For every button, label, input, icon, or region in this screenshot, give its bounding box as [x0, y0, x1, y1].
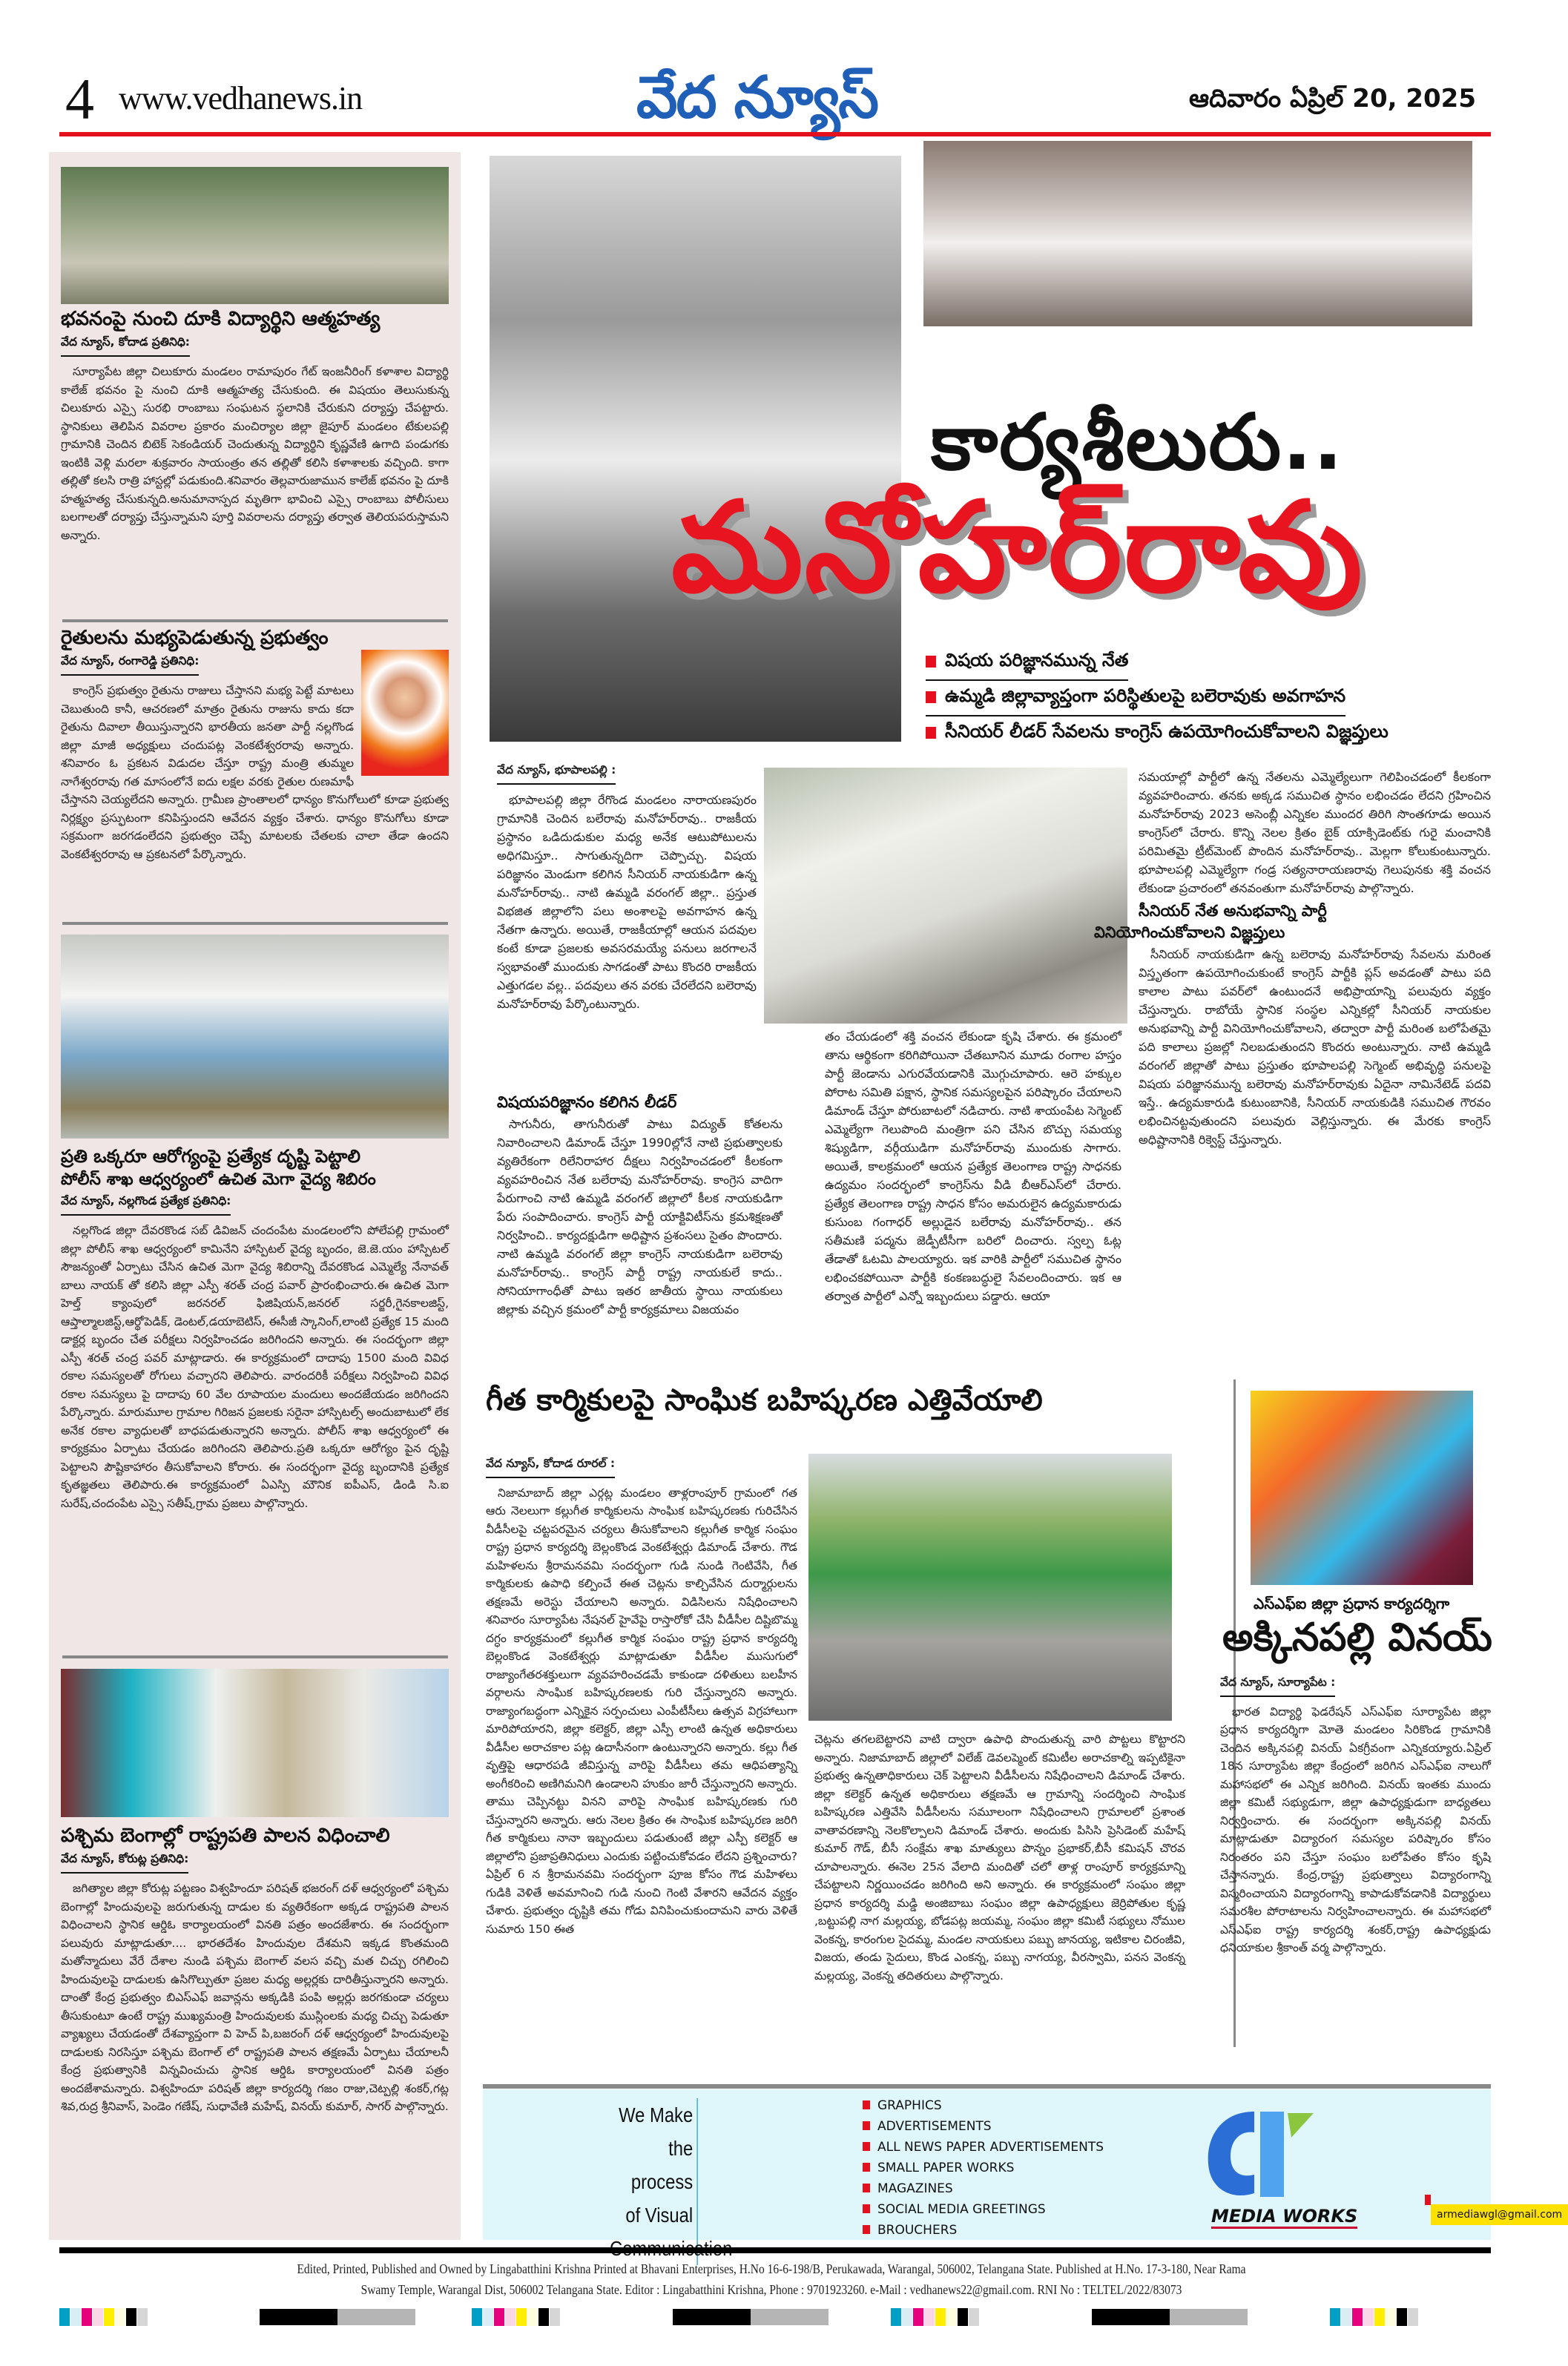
highlight-item: విషయ పరిజ్ఞానమున్న నేత — [926, 647, 1128, 681]
toddy-column-1 — [486, 1450, 797, 1938]
highlight-item: ఉమ్మడి జిల్లావ్యాప్తంగా పరిస్థితులపై బలెరావుకు అవగాహన — [926, 682, 1345, 716]
ad-rule — [483, 2084, 1491, 2089]
left-column — [49, 152, 461, 2240]
color-swatch — [104, 2308, 114, 2326]
density-patch — [1092, 2309, 1170, 2325]
ad-service: ADVERTISEMENTS — [861, 2116, 1104, 2137]
ad-service: SOCIAL MEDIA GREETINGS — [861, 2199, 1104, 2220]
registration-block — [260, 2309, 415, 2325]
story-separator — [62, 922, 448, 925]
story-photo-vhp-memorandum — [61, 1669, 449, 1817]
story-headline: రైతులను మభ్యపెడుతున్న ప్రభుత్వం — [61, 627, 329, 649]
color-swatch — [1386, 2308, 1396, 2326]
color-swatch — [137, 2308, 148, 2326]
toddy-column-2 — [814, 1730, 1185, 1985]
highlight-item: సీనియర్ లీడర్ సేవలను కాంగ్రెస్ ఉపయోగించుకోవాలని విజ్ఞప్తులు — [926, 718, 1389, 751]
density-patch — [1170, 2309, 1248, 2325]
color-swatch — [1397, 2308, 1407, 2326]
lead-body: సాగునీరు, తాగునీరుతో పాటు విద్యుత్ కోతలను నివారించాలని డిమాండ్ చేస్తూ 1990ల్లోనే నాటి ప్రభుత్వాలకు వ్యతిరేకంగా రిలేనిరాహార దీక్షలు నిర్వహించడంలో కీలకంగా వ్యవహరించిన నేత బలేరావు మనోహర్‌రావు. కాంగ్రెస వాదిగా పేరుగాంచి నాటి ఉమ్మడి వరంగల్ జిల్లాలో కీలక నాయకుడిగా పేరు సంపాదించారు. కాంగ్రెస్ పార్టీ యాక్టివిటీస్‌ను క్రమశిక్షణతో నిర్వహించి.. కార్యదక్షుడిగా అధిష్టాన ప్రశంసలు సైతం పొందారు. నాటి ఉమ్మడి వరంగల్ జిల్లా కాంగ్రెస్ నాయకుడిగా బలెరావు మనోహర్‌రావు.. కాంగ్రెస్ పార్టీ రాష్ట్ర నాయకులే కాదు.. సోనియాగాంధీతో పాటు ఇతర జాతీయ స్థాయి నాయకులు జిల్లాకు వచ్చిన క్రమంలో పార్టీ కార్యక్రమాలు విజయవం — [497, 1117, 783, 1317]
story-dateline: వేద న్యూస్, కోదాడ ప్రతినిధి: — [61, 335, 190, 357]
ad-tagline-line: of Visual — [625, 2204, 694, 2227]
color-swatch — [1330, 2308, 1340, 2326]
story-headline: పశ్చిమ బెంగాల్లో రాష్ట్రపతి పాలన విధించాలి — [61, 1825, 390, 1847]
story-separator — [62, 619, 448, 622]
color-swatch — [902, 2308, 912, 2326]
issue-date: ఆదివారం ఏప్రిల్ 20, 2025 — [1189, 84, 1476, 113]
registration-colorbar — [1330, 2308, 1419, 2326]
story-dateline: వేద న్యూస్, నల్లగొండ ప్రత్యేక ప్రతినిధి: — [61, 1194, 231, 1216]
ad-service: GRAPHICS — [861, 2095, 1104, 2116]
color-swatch — [1363, 2308, 1374, 2326]
imprint-line: Swamy Temple, Warangal Dist, 506002 Telangana State. Editor : Lingabatthini Krishna, Phone : 9701923260. e-Mail : vedhanews22@gmail.com. RNI No : TELTEL/2022/83073 — [360, 2282, 1182, 2297]
website-link[interactable]: www.vedhanews.in — [119, 80, 363, 116]
lead-body: తం చేయడంలో శక్తి వంచన లేకుండా కృషి చేశారు. ఈ క్రమంలో తాను ఆర్థికంగా కరిగిపోయినా చేతబూనిన మూడు రంగాల హస్తం పార్టీ జెండాను ఎగురవేయడానికి మొగ్గుచూపారు. ఆరె హక్కుల పోరాట సమితి పక్షాన, స్థానిక సమస్యలపైన పరిష్కారం చేయాలని డిమాండ్ చేస్తూ పోరుబాటలో నడిచారు. నాటి శాయంపేట సెగ్మెంట్ ఎమ్మెల్యేగా గెలుపొంది మంత్రిగా పని చేసిన బొచ్చు సమయ్య శిష్యుడిగా, వర్గీయుడిగా మనోహర్‌రావు ముందుకు సాగారు. అయితే, కాలక్రమంలో ఆయన ప్రత్యేక తెలంగాణ రాష్ట్ర సాధనకు ఉద్యమం సందర్భంలో కాంగ్రెస్‌ను వీడి బీఆర్ఎస్‌లో చేరారు. ప్రత్యేక తెలంగాణ రాష్ట్ర సాధన కోసం అమరులైన ఉద్యమకారుడు కుసుంబ గంగాధర్ అల్లుడైన బలేరావు మనోహర్‌రావు.. తన సతీమణి పద్మను జెడ్పీటీసీగా బరిలో దించారు. స్వల్ప ఓట్ల తేడాతో ఓటమి పాలయ్యారు. ఇక వారికి పార్టీలో సముచిత స్థానం లభించకపోయినా పార్టీకి కంకణబద్ధులై సేవలందించారు. ఇక ఆ తర్వాత పార్టీలో ఎన్నో ఇబ్బందులు పడ్డారు. ఆయా — [825, 1029, 1121, 1303]
ad-brand-name: MEDIA WORKS — [1211, 2206, 1357, 2229]
story-dateline: వేద న్యూస్, రంగారెడ్డి ప్రతినిధి: — [61, 654, 199, 676]
lead-subhead: విషయపరిజ్ఞానం కలిగిన లీడర్ — [497, 1093, 677, 1111]
newspaper-logo: వేద న్యూస్ — [636, 65, 878, 131]
toddy-body: నిజామాబాద్ జిల్లా ఎర్గట్ల మండలం తాళ్లరాంపూర్ గ్రామంలో గత ఆరు నెలలుగా కల్లుగీత కార్మికులను సాంఘిక బహిష్కరణకు గురిచేసిన వీడీసీలపై చట్టపరమైన చర్యలు తీసుకోవాలని కల్లుగీత కార్మిక సంఘం రాష్ట్ర ప్రధాన కార్యదర్శి బెల్లంకొండ వెంకటేశ్వర్లు డిమాండ్ చేశారు. గౌడ మహిళలను శ్రీరామనవమి సందర్భంగా గుడి నుండి గెంటివేసి, గీత కార్మికులకు ఉపాధి కల్పించే ఈత చెట్లను కాల్చివేసిన దుర్మార్గులను తక్షణమే అరెస్టు చేయాలని అన్నారు. విడిసిలను నిషేధించాలని శనివారం సూర్యాపేట నేషనల్ హైవేపై రాస్తారోకో చేసి వీడీసీల దిష్టిబొమ్మ దగ్ధం కార్యక్రమంలో కల్లుగీత కార్మిక సంఘం రాష్ట్ర ప్రధాన కార్యదర్శి బెల్లంకొండ వెంకటేశ్వర్లు మాట్లాడుతూ వీడీసీల ముసుగులో రాజ్యాంగేతరశక్తులుగా వ్యవహరించడమే కాకుండా దళితులు బలహీన వర్గాలను సాంఘిక బహిష్కరణలకు గురి చేస్తున్నారని అన్నారు. రాజ్యాంగబద్ధంగా ఎన్నికైన సర్పంచులు ఎంపీటీసీలు ఉత్సవ విగ్రహాలుగా మారిపోయారని, జిల్లా కలెక్టర్, జిల్లా ఎస్పీ లాంటి ఉన్నత అధికారులు వీడీసీల అరాచకాల పట్ల ఉదాసీనంగా ఉంటున్నారని అన్నారు. కల్లు గీత వృత్తిపై ఆధారపడి జీవిస్తున్న వారిపై వీడీసీలు తమ ఆధిపత్యాన్ని అంగీకరించి అణిగిమనిగి ఉండాలని హుకుం జారీ చేస్తున్నారని అన్నారు. తాము చెప్పినట్టు వినని వారిపై సాంఘిక బహిష్కరణకు గురి చేస్తున్నారని అన్నారు. ఆరు నెలల క్రితం ఈ సాంఘిక బహిష్కరణ జరిగి గీత కార్మికులు నానా ఇబ్బందులు పడుతుంటే జిల్లా ఎస్పీ కలెక్టర్ ఆ జిల్లాలోని ప్రజాప్రతినిధులు ఎందుకు పట్టించుకోవడం లేదని ప్రశ్నించారు? ఏప్రిల్ 6 న శ్రీరామనవమి సందర్భంగా పూజ కోసం గౌడ మహిళలు గుడికి వెళితే అవమానించి గుడి నుంచి గెంటి వేశారని ఆవేదన వ్యక్తం చేశారు. ప్రభుత్వం దృష్టికి తమ గోడు వినిపించుకుందామని వారు వెళితే సుమారు 150 ఈత — [486, 1486, 797, 1936]
color-swatch — [1408, 2308, 1418, 2326]
color-swatch — [935, 2308, 946, 2326]
sfi-dateline: వేద న్యూస్, సూర్యాపేట : — [1220, 1673, 1335, 1697]
toddy-dateline: వేద న్యూస్, కోదాడ రూరల్ : — [486, 1454, 615, 1478]
lead-kicker: కార్యశీలురు.. — [931, 397, 1345, 487]
lead-subhead: సీనియర్ నేత అనుభవాన్ని పార్టీ — [1139, 902, 1327, 920]
color-swatch — [924, 2308, 935, 2326]
lead-subhead: వినియోగించుకోవాలని విజ్ఞప్తులు — [1094, 923, 1285, 941]
ad-accent-mark — [1425, 2195, 1431, 2205]
story-body: సూర్యాపేట జిల్లా చిలుకూరు మండలం రామాపురం గేట్ ఇంజనీరింగ్ కళాశాల విద్యార్థి కాలేజ్ భవనం పై నుంచి దూకి ఆత్మహత్య చేసుకుంది. ఈ విషయం తెలుసుకున్న చిలుకూరు ఎస్సై సురభి రాంబాబు సంఘటన స్థలానికి చేరుకుని దర్యాప్తు చేపట్టారు. స్థానికులు తెలిపిన వివరాల ప్రకారం మంచిర్యాల జిల్లా జైపూర్ మండలం టేకులపల్లి గ్రామానికి చెందిన బిటెక్ సెకండియర్ చెందుతున్న విద్యార్థిని కృష్ణవేణి ఉగాది పండుగకు ఇంటికి వెళ్లి మరలా శుక్రవారం సాయంత్రం తన తల్లితో కలిసి కళాశాలకు వచ్చింది. కాగా తల్లితో కలసి రాత్రి హాస్టల్లో పడుకుంది.శనివారం తెల్లవారుజామున కాలేజ్ భవనం పై దూకి హత్మహత్య చేసుకున్నది.అనుమానాస్పద మృతిగా భావించి ఎస్సై రాంబాబు పోలీసులు బలగాలతో దర్యాప్తు చేస్తున్నామని పూర్తి వివరాలను దర్యాప్తు తర్వాత తెలియపరుస్తామని అన్నారు. — [61, 365, 449, 542]
registration-block — [673, 2309, 829, 2325]
lead-highlights — [926, 647, 1489, 752]
sfi-subheadline: ఎస్ఎఫ్ఐ జిల్లా ప్రధాన కార్యదర్శిగా — [1254, 1595, 1450, 1612]
lead-column-2 — [825, 1027, 1121, 1305]
color-swatch — [1341, 2308, 1351, 2326]
masthead — [59, 65, 1491, 137]
color-swatch — [958, 2308, 968, 2326]
story-farmers-government — [61, 627, 449, 863]
color-swatch — [516, 2308, 527, 2326]
color-swatch — [115, 2308, 125, 2326]
ad-tagline-line: We Make — [619, 2103, 694, 2126]
sfi-headline: అక్కినపల్లి వినయ్ — [1222, 1615, 1492, 1660]
density-patch — [673, 2309, 751, 2325]
lead-column-1b — [497, 1090, 783, 1319]
page-number: 4 — [65, 67, 94, 131]
portrait-photo — [361, 650, 449, 776]
media-works-logo-icon — [1202, 2104, 1321, 2204]
color-swatch — [550, 2308, 560, 2326]
imprint-line: Edited, Printed, Published and Owned by Lingabatthini Krishna Printed at Bhavani Enterprises, H.No 16-6-198/B, Perukawada, Warangal, 506002, Telangana State. Published at H.No. 17-3-180, Near Rama — [297, 2261, 1246, 2276]
ad-service: ALL NEWS PAPER ADVERTISEMENTS — [861, 2137, 1104, 2158]
color-swatch — [93, 2308, 103, 2326]
ad-service: MAGAZINES — [861, 2178, 1104, 2199]
color-swatch — [70, 2308, 81, 2326]
ad-service: BROUCHERS — [861, 2220, 1104, 2241]
ad-email[interactable]: armediawgl@gmail.com — [1431, 2204, 1568, 2225]
color-swatch — [483, 2308, 493, 2326]
color-swatch — [82, 2308, 92, 2326]
color-swatch — [969, 2308, 979, 2326]
color-swatch — [59, 2308, 70, 2326]
story-body: కాంగ్రెస్ ప్రభుత్వం రైతును రాజులు చేస్తానని మభ్య పెట్టే మాటలు చెబుతుంది కానీ, ఆచరణలో మాత్రం రైతును రాజును కాదు కదా రైతును దివాలా తీయిస్తున్నారని భారతీయ జనతా పార్టీ నల్లగొండ జిల్లా మాజీ అధ్యక్షులు చందుపట్ల వెంకటేశ్వరరావు అన్నారు. శనివారం ఓ ప్రకటన విడుదల చేస్తూ రాష్ట్ర మంత్రి తుమ్మల నాగేశ్వరరావు గత మాసంలోనే ఐదు లక్షల వరకు రైతుల రుణమాఫీ చేస్తానని చెయ్యలేదని అన్నారు. గ్రామీణ ప్రాంతాలలో ధాన్యం కొనుగోలులో కూడా ప్రభుత్వ నిర్లక్ష్యం ప్రస్ఫుటంగా కనిపిస్తుందని ఆవేదన వ్యక్తం చేశారు. ధాన్యం కొనుగోలు కూడా సక్రమంగా జరగడంలేదని ప్రభుత్వం చెప్పే మాటలకు చేతలకు చాలా తేడా ఉందని వెంకటేశ్వరరావు ఆ ప్రకటనలో పేర్కొన్నారు. — [61, 684, 449, 861]
ad-services-list — [861, 2095, 1104, 2241]
lead-body: సమయాల్లో పార్టీలో ఉన్న నేతలను ఎమ్మెల్యేలుగా గెలిపించడంలో కీలకంగా వ్యవహరించారు. తనకు అక్కడ సముచిత స్థానం లభించడం లేదని గ్రహించిన మనోహర్‌రావు 2023 అసెంబ్లీ ఎన్నికల ముందర తిరిగి సొంతగూడు అయిన కాంగ్రెస్‌లో చేరారు. కొన్ని నెలల క్రితం బైక్ యాక్సిడెంట్‌కు గురై మంచానికి పరిమితమై ట్రీట్‌మెంట్ పొందిన మనోహర్‌రావు.. మెల్లగా కోలుకుంటున్నారు. భూపాలపల్లి ఎమ్మెల్యేగా గండ్ర సత్యనారాయణరావు గెలుపునకు శక్తి వంచన లేకుండా ప్రచారంలో తనవంతుగా మనోహర్‌రావు పాల్గొన్నారు. — [1139, 770, 1491, 895]
ad-tagline-line: the process — [630, 2137, 694, 2193]
color-swatch — [126, 2308, 136, 2326]
color-swatch — [505, 2308, 515, 2326]
lead-photo-meeting — [923, 141, 1472, 326]
toddy-body: చెట్లను తగలబెట్టారని వాటి ద్వారా ఉపాధి పొందుతున్న వారి పొట్టలు కొట్టారని అన్నారు. నిజామాబాద్ జిల్లాలో విలేజ్ డెవలప్మెంట్ కమిటీల అరాచకాల్ని ఇప్పటికైనా ప్రభుత్వ ఉన్నతాధికారులు చెక్ పెట్టాలని వీడీసీలను నిషేధించాలని డిమాండ్ చేశారు. జిల్లా కలెక్టర్ ఉన్నత అధికారులు తక్షణమే ఆ గ్రామాన్ని సందర్శించి సాంఘిక బహిష్కరణ ఎత్తివేసి వీడీసీలను సమూలంగా నిషేధించాలని గ్రామాలలో ప్రశాంత వాతావరణాన్ని నెలకొల్పాలని డిమాండ్ చేశారు. అందుకు పిసిసి ప్రెసిడెంట్ మహేష్ కుమార్ గౌడ్, బీసీ సంక్షేమ శాఖ మాత్యులు పొన్నం ప్రభాకర్,బీసీ కమిషన్ చొరవ చూపాలన్నారు. ఈనెల 25న వేలాది మందితో చలో తాళ్ల రాంపూర్ కార్యక్రమాన్ని చేపట్టాలని నిర్ణయించడం జరిగింది అని అన్నారు. ఈ కార్యక్రమంలో సంఘం జిల్లా ప్రధాన కార్యదర్శి మడ్డి అంజిబాబు సంఘం జిల్లా ఉపాధ్యక్షులు జెర్రిపోతుల కృష్ణ ,బట్టుపల్లి నాగ మల్లయ్య, బోడపట్ల జయమ్మ, సంఘం జిల్లా కమిటీ సభ్యులు నోముల వెంకన్న, కారంగుల సైదమ్మ, మండల నాయకులు పబ్బు జానయ్య, ఇటికాల చిరంజీవి, విజయ, తండు సైదులు, కొండ ఎంకన్న, పబ్బు నాగయ్య, వీరస్వామి, పనస వెంకన్న మల్లయ్య, వెంకన్న తదితరులు పాల్గొన్నారు. — [814, 1733, 1185, 1983]
lead-body: సీనియర్ నాయకుడిగా ఉన్న బలెరావు మనోహర్‌రావు సేవలను మరింత విస్తృతంగా ఉపయోగించుకుంటే కాంగ్రెస్ పార్టీకి ప్లస్ అవడంతో పాటు పది కాలాల పాటు పవర్‌లో ఉంటుందనే అభిప్రాయాన్ని పలువురు వ్యక్తం చేస్తున్నారు. రాబోయే స్థానిక సంస్థల ఎన్నికల్లో సీనియర్ నాయకుల అనుభవాన్ని పార్టీ వినియోగించుకోవాలని, తద్వారా పార్టీ మరింత బలోపేతమై పది కాలాలు ప్రజల్లో నిలబడుతుందని కొందరు అంటున్నారు. నాటి ఉమ్మడి వరంగల్ జిల్లాతో పాటు ప్రస్తుతం భూపాలపల్లి సెగ్మెంట్ అభివృద్ధి పనులపై విషయ పరిజ్ఞానమున్న బలెరావు మనోహర్‌రావుకు ఏదైనా నామినేటెడ్ పదవి ఇస్తే.. ఉద్యమకారుడి కుటుంబానికి, సీనియర్ నాయకుడికి సముచిత గౌరవం లభించినట్టవుతుందని పలువురు వెల్లిస్తున్నారు. ఈ మేరకు కాంగ్రెస్ అధిష్టానానికి రిక్వెస్ట్ చేస్తున్నారు. — [1139, 947, 1491, 1147]
color-swatch — [538, 2308, 549, 2326]
ad-tagline — [610, 2098, 698, 2265]
toddy-headline: గీత కార్మికులపై సాంఘిక బహిష్కరణ ఎత్తివేయాలి — [486, 1383, 1043, 1417]
story-medical-camp — [61, 1146, 449, 1512]
registration-colorbar — [472, 2308, 561, 2326]
lead-column-3 — [1094, 768, 1491, 1149]
lead-headline: మనోహర్‌రావు — [671, 475, 1364, 620]
media-works-advertisement[interactable] — [483, 2089, 1563, 2240]
story-student-suicide — [61, 308, 449, 544]
sfi-column — [1220, 1669, 1491, 1957]
density-patch — [260, 2309, 337, 2325]
lead-dateline: వేద న్యూస్, భూపాలపల్లి : — [497, 761, 616, 785]
story-body: జగిత్యాల జిల్లా కోరుట్ల పట్టణం విశ్వహిందూ పరిషత్ భజరంగ్ దళ్ ఆధ్వర్యంలో పశ్చిమ బెంగాల్లో హిందువులపై జరుగుతున్న దాడుల కు వ్యతిరేకంగా అక్కడ రాష్ట్రపతి పాలన విధించాలని స్థానిక ఆర్డిఓ కార్యాలయంలో వినతి పత్రం అందజేశారు. ఈ సందర్భంగా పలువురు మాట్లాడుతూ.... భారతదేశం హిందువుల దేశమని ఇక్కడ కొంతమంది మతోన్మాదులు వేరే దేశాల నుండి పశ్చిమ బెంగాల్ వలస వచ్చి మత చిచ్చు రగిలించి హిందువులపై దాడులకు ఉసిగొల్పుతూ ప్రజల మధ్య అల్లర్లకు దారితీస్తున్నారని అన్నారు. దాంతో కేంద్ర ప్రభుత్వం బిఎస్ఎఫ్ జవాన్లను అక్కడికి పంపి అల్లర్లు జరగకుండా చర్యలు తీసుకుంటూ ఉంటే రాష్ట్ర ముఖ్యమంత్రి హిందువులకు ముస్లింలకు మధ్య చిచ్చు పెడుతూ వ్యాఖ్యలు చేయడంతో దేశవ్యాప్తంగా వి హెచ్ పి,బజరంగ్ దళ్ ఆధ్వర్యంలో హిందువులపై దాడులకు నిరసిస్తూ పశ్చిమ బెంగాల్ లో రాష్ట్రపతి పాలన తక్షణమే ఏర్పాటు చేయాలనీ కేంద్ర ప్రభుత్వానికి విన్నవించుచు స్థానిక ఆర్డిఓ కార్యాలయంలో వినతి పత్రం అందజేశామన్నారు. విశ్వహిందూ పరిషత్ జిల్లా కార్యదర్శి గజం రాజు,చెట్పల్లి శంకర్,గట్ల శివ,రుద్ర శ్రీనివాస్, పెండెం గణేష్, సుధావేణి మహేష్, వినయ్ కుమార్, సాగర్ పాల్గొన్నారు. — [61, 1882, 449, 2114]
lead-photo-protest — [764, 768, 1127, 1024]
color-swatch — [946, 2308, 957, 2326]
story-photo-student-incident — [61, 167, 449, 304]
density-patch — [337, 2309, 415, 2325]
story-subheadline: పోలీస్ శాఖ ఆధ్వర్యంలో ఉచిత మెగా వైద్య శిబిరం — [61, 1170, 376, 1189]
story-body: నల్లగొండ జిల్లా దేవరకొండ సబ్ డివిజన్ చందంపేట మండలంలోని పోలేపల్లి గ్రామంలో జిల్లా పోలీస్ శాఖ ఆధ్వర్యంలో కామినేని హాస్పిటల్ వైద్య బృందం, జె.జె.యం హాస్పిటల్ సౌజన్యంతో ఏర్పాటు చేసిన ఉచిత మెగా వైద్య శిబిరాన్ని దేవరకొండ ఎమ్మెల్యే నేనావత్ బాలు నాయక్ తో కలిసి జిల్లా ఎస్పీ శరత్ చంద్ర పవార్ ప్రారంభించారు.ఈ ఉచిత మెగా హెల్త్ క్యాంపులో జరనరల్ ఫిజిషియన్,జనరల్ సర్జరీ,గైనకాలజిస్ట్, ఆప్తాల్మాలజిస్ట్,ఆర్థోపెడిక్, డెంటల్,డయాబెటిస్, ఈసీజీ స్కానింగ్,లాంటి ప్రత్యేక 15 మంది డాక్టర్ల బృందం చేత పరీక్షలు నిర్వహించడం జరిగిందని అన్నారు. ఈ సందర్భంగా జిల్లా ఎస్పీ శరత్ చంద్ర పవర్ మాట్లాడారు. ఈ కార్యక్రమంలో దాదాపు 1500 మంది వివిధ రకాల సమస్యలతో రోగులు వచ్చారని తెలిపారు. వారందరికీ పరీక్షలు నిర్వహించి వివిధ రకాల సమస్యలు పై దాదాపు 60 వేల రూపాయల మందులు అందజేయడం జరిగిందని పేర్కొన్నారు. మారుమూల గ్రామాల గిరిజన ప్రజలకు సరైనా హాస్పిటల్స్ అందుబాటులో లేక అనేక రకాల వ్యాధులతో బాధపడుతున్నారని అన్నారు. పోలీస్ శాఖ ఆధ్వర్యంలో ఈ కార్యక్రమం ఏర్పాటు చేయడం జరిగిందని తెలిపారు.ప్రతి ఒక్కరూ ఆరోగ్యం పైన దృష్టి పెట్టాలని పౌష్టికాహారం తీసుకోవాలని కోరారు. ఈ సందర్భంగా వైద్య బృందానికి ప్రత్యేక కృతజ్ఞతలు తెలిపారు.ఈ కార్యక్రమంలో ఏఎస్పి మౌనిక ఐపీఎస్, డిండి సి.ఐ సురేష్,చందంపేట ఎస్సై సతీష్,గ్రామ ప్రజలు పాల్గొన్నారు. — [61, 1224, 449, 1510]
color-swatch — [472, 2308, 482, 2326]
story-photo-medical-camp — [61, 935, 449, 1138]
story-headline: ప్రతి ఒక్కరూ ఆరోగ్యంపై ప్రత్యేక దృష్టి పెట్టాలి — [61, 1146, 360, 1167]
story-separator — [62, 1655, 448, 1658]
story-dateline: వేద న్యూస్, కోరుట్ల ప్రతినిధి: — [61, 1852, 188, 1874]
color-swatch — [1374, 2308, 1385, 2326]
registration-colorbar — [59, 2308, 148, 2326]
color-swatch — [913, 2308, 923, 2326]
registration-block — [1092, 2309, 1248, 2325]
footer-rule — [59, 2247, 1491, 2253]
story-west-bengal — [61, 1825, 449, 2116]
lead-photo-leaders — [490, 156, 901, 742]
registration-colorbar — [891, 2308, 980, 2326]
masthead-rule — [59, 132, 1491, 136]
story-headline: భవనంపై నుంచి దూకి విద్యార్థిని ఆత్మహత్య — [61, 308, 381, 330]
lead-column-1 — [497, 757, 757, 1013]
lead-intro: భూపాలపల్లి జిల్లా రేగొండ మండలం నారాయణపురం గ్రామానికి చెందిన బలేరావు మనోహర్‌రావు.. రాజకీయ ప్రస్థానం ఒడిదుడుకుల మధ్య అనేక ఆటుపోటులను అధిగమిస్తూ.. సాగుతున్నదిగా చెప్పొచ్చు. విషయ పరిజ్ఞానం మెండుగా కలిగిన సీనియర్ నాయకుడిగా ఉన్న మనోహర్‌రావు.. నాటి ఉమ్మడి వరంగల్ జిల్లా.. ప్రస్తుత విభజిత జిల్లాలోని పలు అంశాలపై అవగాహన ఉన్న నేతగా ఉన్నారు. అయితే, రాజకీయాల్లో ఆయన పదవుల కంటే కూడా ప్రజలకు అవసరమయ్యే పనులు జరగాలనే స్వభావంతో ముందుకు సాగడంతో పాటు కొందరి రాజకీయ ఎత్తుగడల వల్ల.. పదవులు తన వరకు చేరలేదని బలెరావు మనోహర్‌రావు పేర్కొంటున్నారు. — [497, 793, 757, 1011]
color-swatch — [494, 2308, 504, 2326]
toddy-photo-protest — [808, 1454, 1172, 1721]
color-swatch — [891, 2308, 901, 2326]
ad-service: SMALL PAPER WORKS — [861, 2158, 1104, 2178]
print-imprint — [74, 2258, 1469, 2300]
color-swatch — [527, 2308, 538, 2326]
sfi-body: భారత విద్యార్థి ఫెడరేషన్ ఎస్ఎఫ్ఐ సూర్యాపేట జిల్లా ప్రధాన కార్యదర్శిగా మోతె మండలం సిరికొండ గ్రామానికి చెందిన అక్కినపల్లి వినయ్ ఏకగ్రీవంగా ఎన్నికయ్యారు.ఏప్రిల్ 18న సూర్యాపేట జిల్లా కేంద్రంలో జరిగిన ఎస్ఎఫ్ఐ నాలుగో మహాసభలో ఈ ఎన్నిక జరిగింది. వినయ్ ఇంతకు ముందు జిల్లా కమిటీ సభ్యుడుగా, జిల్లా ఉపాధ్యక్షుడుగా బాధ్యతలు నిర్వర్తించారు. ఈ సందర్భంగా అక్కినపల్లి వినయ్ మాట్లాడుతూ విద్యారంగ సమస్యల పరిష్కారం కోసం నిరంతరం పని చేస్తూ సంఘం బలోపేతం కోసం కృషి చేస్తానన్నారు. కేంద్ర,రాష్ట్ర ప్రభుత్వాలు విద్యారంగాన్ని విస్మరించాయని విద్యారంగాన్ని కాపాడుకోవడానికి విద్యార్థులు సమరశీల పోరాటాలను నిర్వహించాలన్నారు. ఈ మహాసభలో ఎస్ఎఫ్ఐ రాష్ట్ర కార్యదర్శి శంకర్,రాష్ట్ర ఉపాధ్యక్షుడు ధనియాకుల శ్రీకాంత్ వర్మ పాల్గొన్నారు. — [1220, 1704, 1491, 1954]
density-patch — [751, 2309, 829, 2325]
sfi-photo-portrait — [1251, 1391, 1473, 1585]
color-swatch — [1352, 2308, 1363, 2326]
